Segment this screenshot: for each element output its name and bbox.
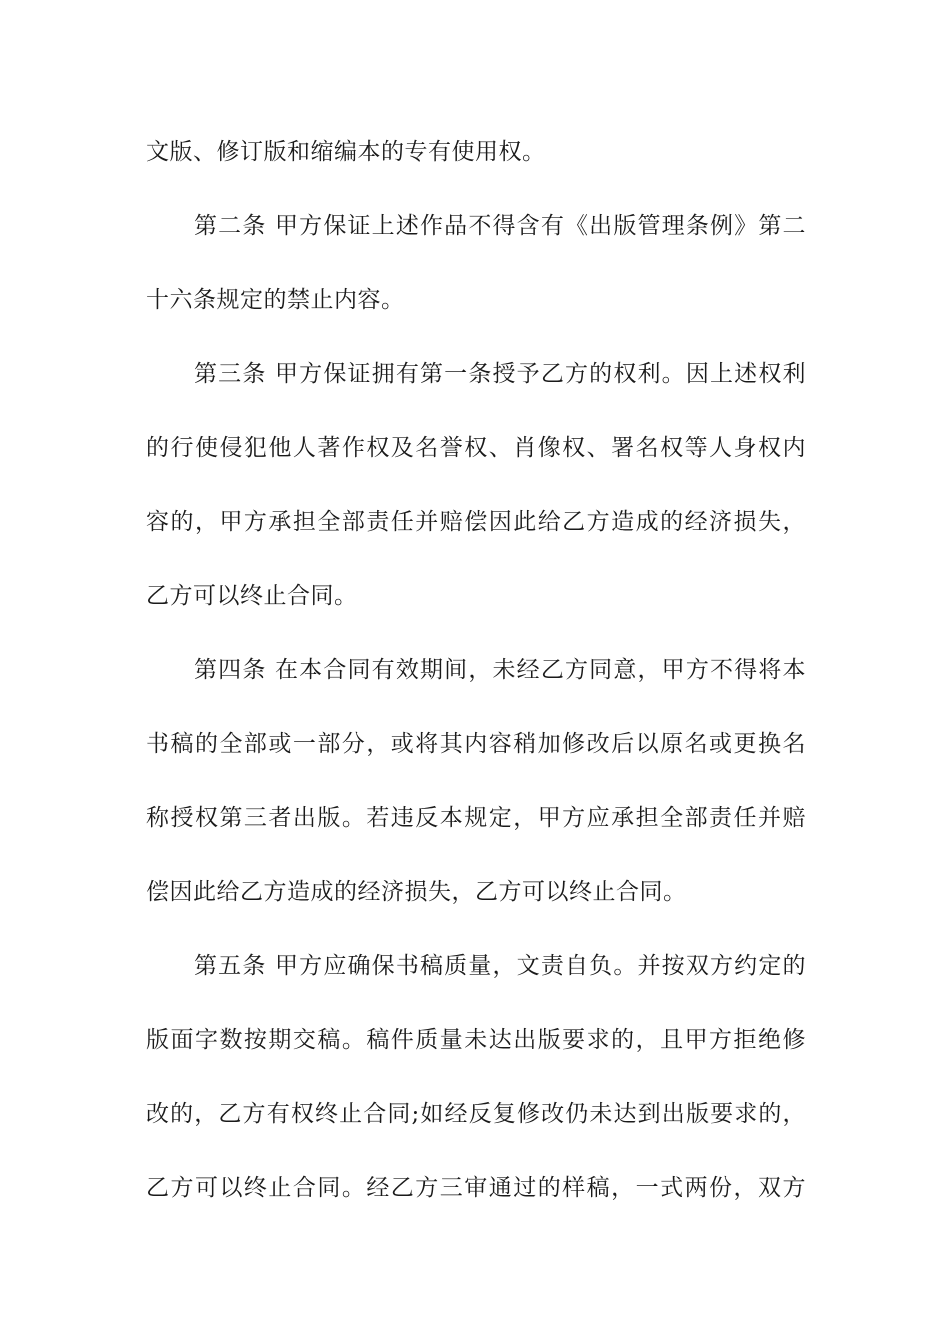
text-line: 偿因此给乙方造成的经济损失，乙方可以终止合同。: [146, 879, 687, 905]
text-line: 乙方可以终止合同。: [146, 583, 358, 609]
text-line: 改的，乙方有权终止合同;如经反复修改仍未达到出版要求的，: [146, 1101, 806, 1127]
article-2-heading-line: 第二条 甲方保证上述作品不得含有《出版管理条例》第二: [194, 213, 806, 239]
text-line: 乙方可以终止合同。经乙方三审通过的样稿，一式两份，双方: [146, 1175, 806, 1201]
article-3-heading-line: 第三条 甲方保证拥有第一条授予乙方的权利。因上述权利: [194, 361, 806, 387]
text-line: 容的，甲方承担全部责任并赔偿因此给乙方造成的经济损失，: [146, 509, 806, 535]
text-line: 十六条规定的禁止内容。: [146, 287, 405, 313]
text-line: 版面字数按期交稿。稿件质量未达出版要求的，且甲方拒绝修: [146, 1027, 806, 1053]
article-5-heading-line: 第五条 甲方应确保书稿质量，文责自负。并按双方约定的: [194, 953, 806, 979]
article-4-heading-line: 第四条 在本合同有效期间，未经乙方同意，甲方不得将本: [194, 657, 806, 683]
text-line: 文版、修订版和缩编本的专有使用权。: [146, 139, 546, 165]
text-line: 的行使侵犯他人著作权及名誉权、肖像权、署名权等人身权内: [146, 435, 806, 461]
text-line: 称授权第三者出版。若违反本规定，甲方应承担全部责任并赔: [146, 805, 806, 831]
text-line: 书稿的全部或一部分，或将其内容稍加修改后以原名或更换名: [146, 731, 806, 757]
